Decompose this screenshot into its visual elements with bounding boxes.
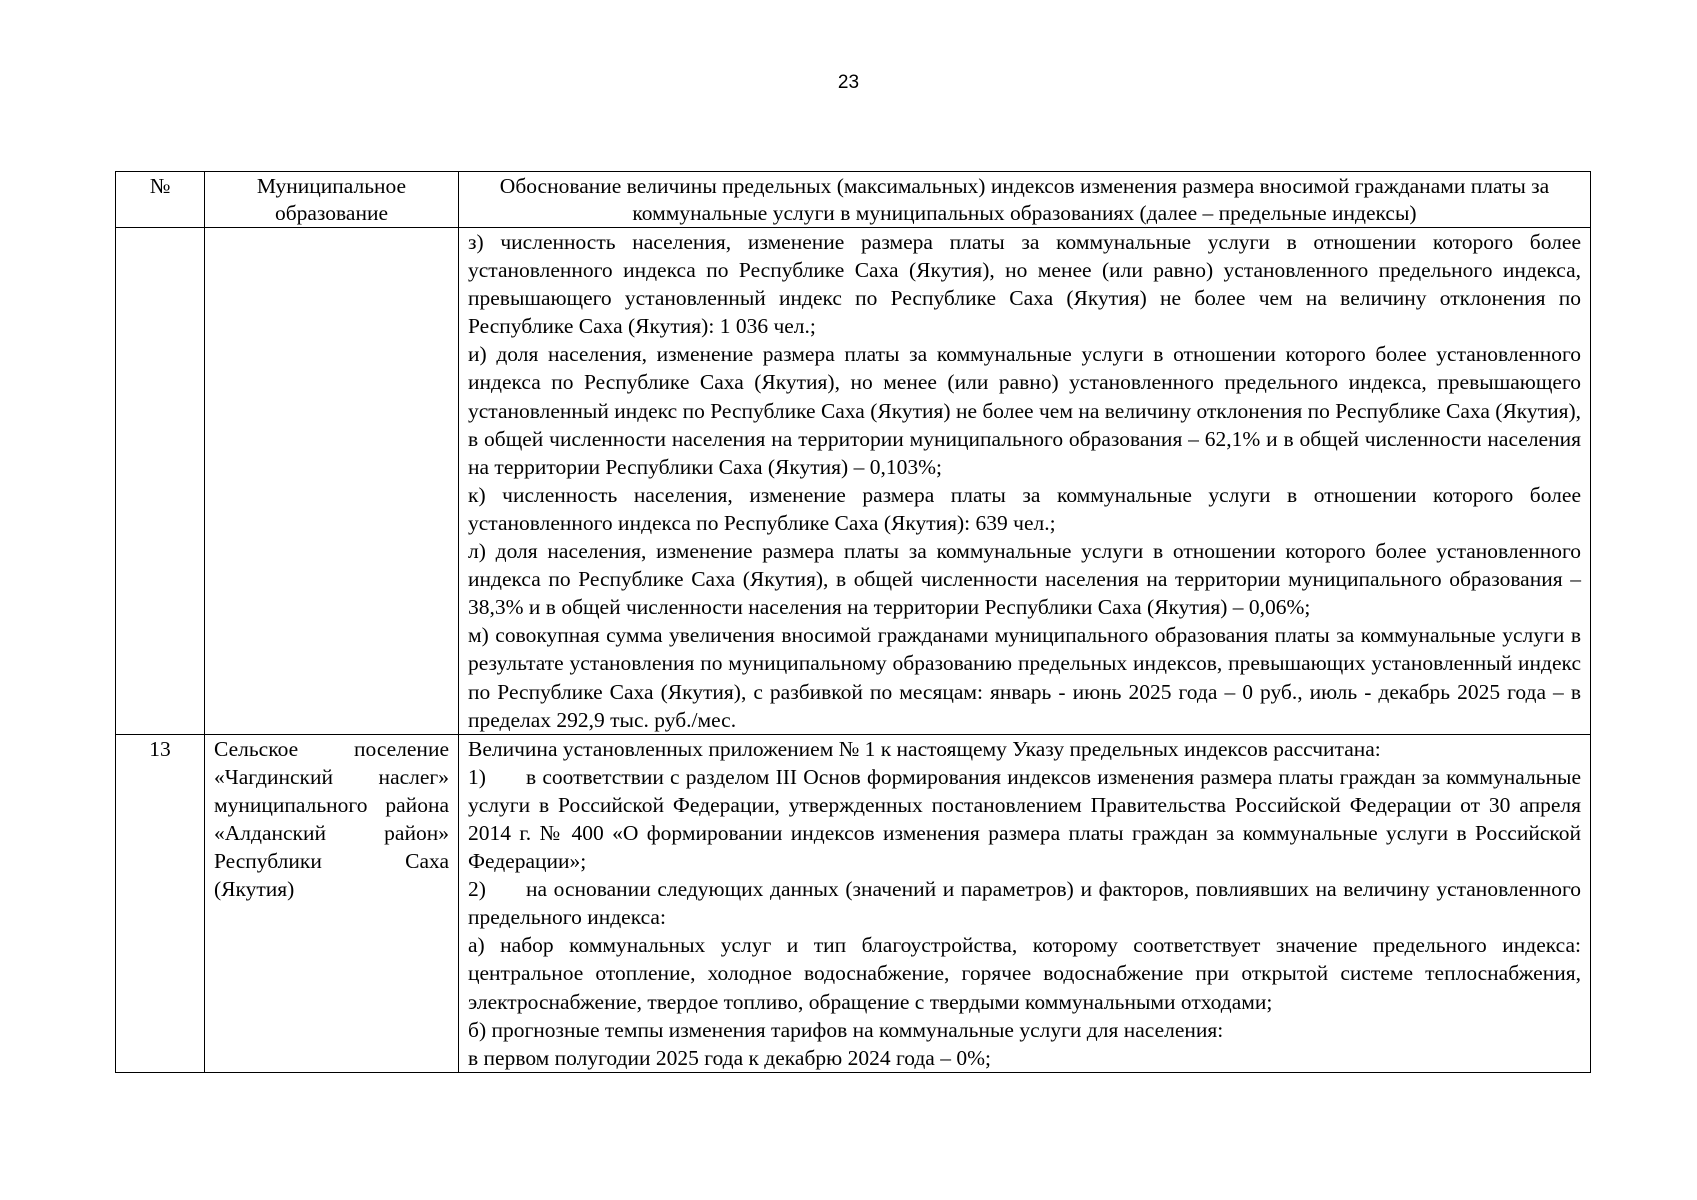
tariff-justification-table [115,171,1591,1073]
justification-cell [459,228,1591,735]
intro-paragraph: Величина установленных приложением № 1 к настоящему Указу предельных индексов рассчитана: [468,736,1381,761]
table-row [116,228,1591,735]
table-header-row [116,172,1591,228]
municipality-cell: Сельское поселение «Чагдинский наслег» муниципального района «Алданский район» Республики Саха (Якутия) [205,734,459,1072]
page-number: 23 [837,72,860,93]
row-number-cell: 13 [116,734,205,1072]
item-2-paragraph [468,875,1581,931]
paragraph-m: м) совокупная сумма увеличения вносимой гражданами муниципального образования платы за коммунальные услуги в результате установления по муниципальному образованию предельных индексов, превышающих установленный индекс по Республике Саха (Якутия), с разбивкой по месяцам: январь - июнь 2025 года – 0 руб., июль - декабрь 2025 года – в пределах 292,9 тыс. руб./мес. [468,623,1581,732]
justification-cell [459,734,1591,1072]
municipality-cell [205,228,459,735]
paragraph-k: к) численность населения, изменение размера платы за коммунальные услуги в отношении которого более установленного индекса по Республике Саха (Якутия): 639 чел.; [468,482,1581,535]
paragraph-i: и) доля населения, изменение размера платы за коммунальные услуги в отношении которого более установленного индекса по Республике Саха (Якутия), но менее (или равно) установленного предельного индекса, превышающего установленный индекс по Республике Саха (Якутия) не более чем на величину отклонения по Республике Саха (Якутия), в общей численности населения на территории муниципального образования – 62,1% и в общей численности населения на территории Республики Саха (Якутия) – 0,103%; [468,342,1581,479]
item-1-text: в соответствии с разделом III Основ формирования индексов изменения размера платы граждан за коммунальные услуги в Российской Федерации, утвержденных постановлением Правительства Российской Федерации от 30 апреля 2014 г. № 400 «О формировании индексов изменения размера платы граждан за коммунальные услуги в Российской Федерации»; [468,764,1581,874]
header-municipality: Муниципальное образование [205,172,459,228]
header-justification: Обоснование величины предельных (максимальных) индексов изменения размера вносимой гражданами платы за коммунальные услуги в муниципальных образованиях (далее – предельные индексы) [459,172,1591,228]
header-number: № [116,172,205,228]
item-1-paragraph [468,763,1581,875]
paragraph-b-first-half: в первом полугодии 2025 года к декабрю 2024 года – 0%; [468,1045,991,1070]
table-row [116,734,1591,1072]
paragraph-b: б) прогнозные темпы изменения тарифов на коммунальные услуги для населения: [468,1017,1224,1042]
item-1-marker: 1) [468,764,486,789]
row-number-cell [116,228,205,735]
paragraph-z: з) численность населения, изменение размера платы за коммунальные услуги в отношении которого более установленного индекса по Республике Саха (Якутия), но менее (или равно) установленного предельного индекса, превышающего установленный индекс по Республике Саха (Якутия) не более чем на величину отклонения по Республике Саха (Якутия): 1 036 чел.; [468,230,1581,339]
paragraph-l: л) доля населения, изменение размера платы за коммунальные услуги в отношении которого более установленного индекса по Республике Саха (Якутия), в общей численности населения на территории муниципального образования – 38,3% и в общей численности населения на территории Республики Саха (Якутия) – 0,06%; [468,539,1581,620]
item-2-marker: 2) [468,877,486,902]
paragraph-a: а) набор коммунальных услуг и тип благоустройства, которому соответствует значение предельного индекса: центральное отопление, холодное водоснабжение, горячее водоснабжение при открытой системе теплоснабжения, электроснабжение, твердое топливо, обращение с твердыми коммунальными отходами; [468,933,1581,1014]
item-2-text: на основании следующих данных (значений и параметров) и факторов, повлиявших на величину установленного предельного индекса: [468,877,1581,930]
